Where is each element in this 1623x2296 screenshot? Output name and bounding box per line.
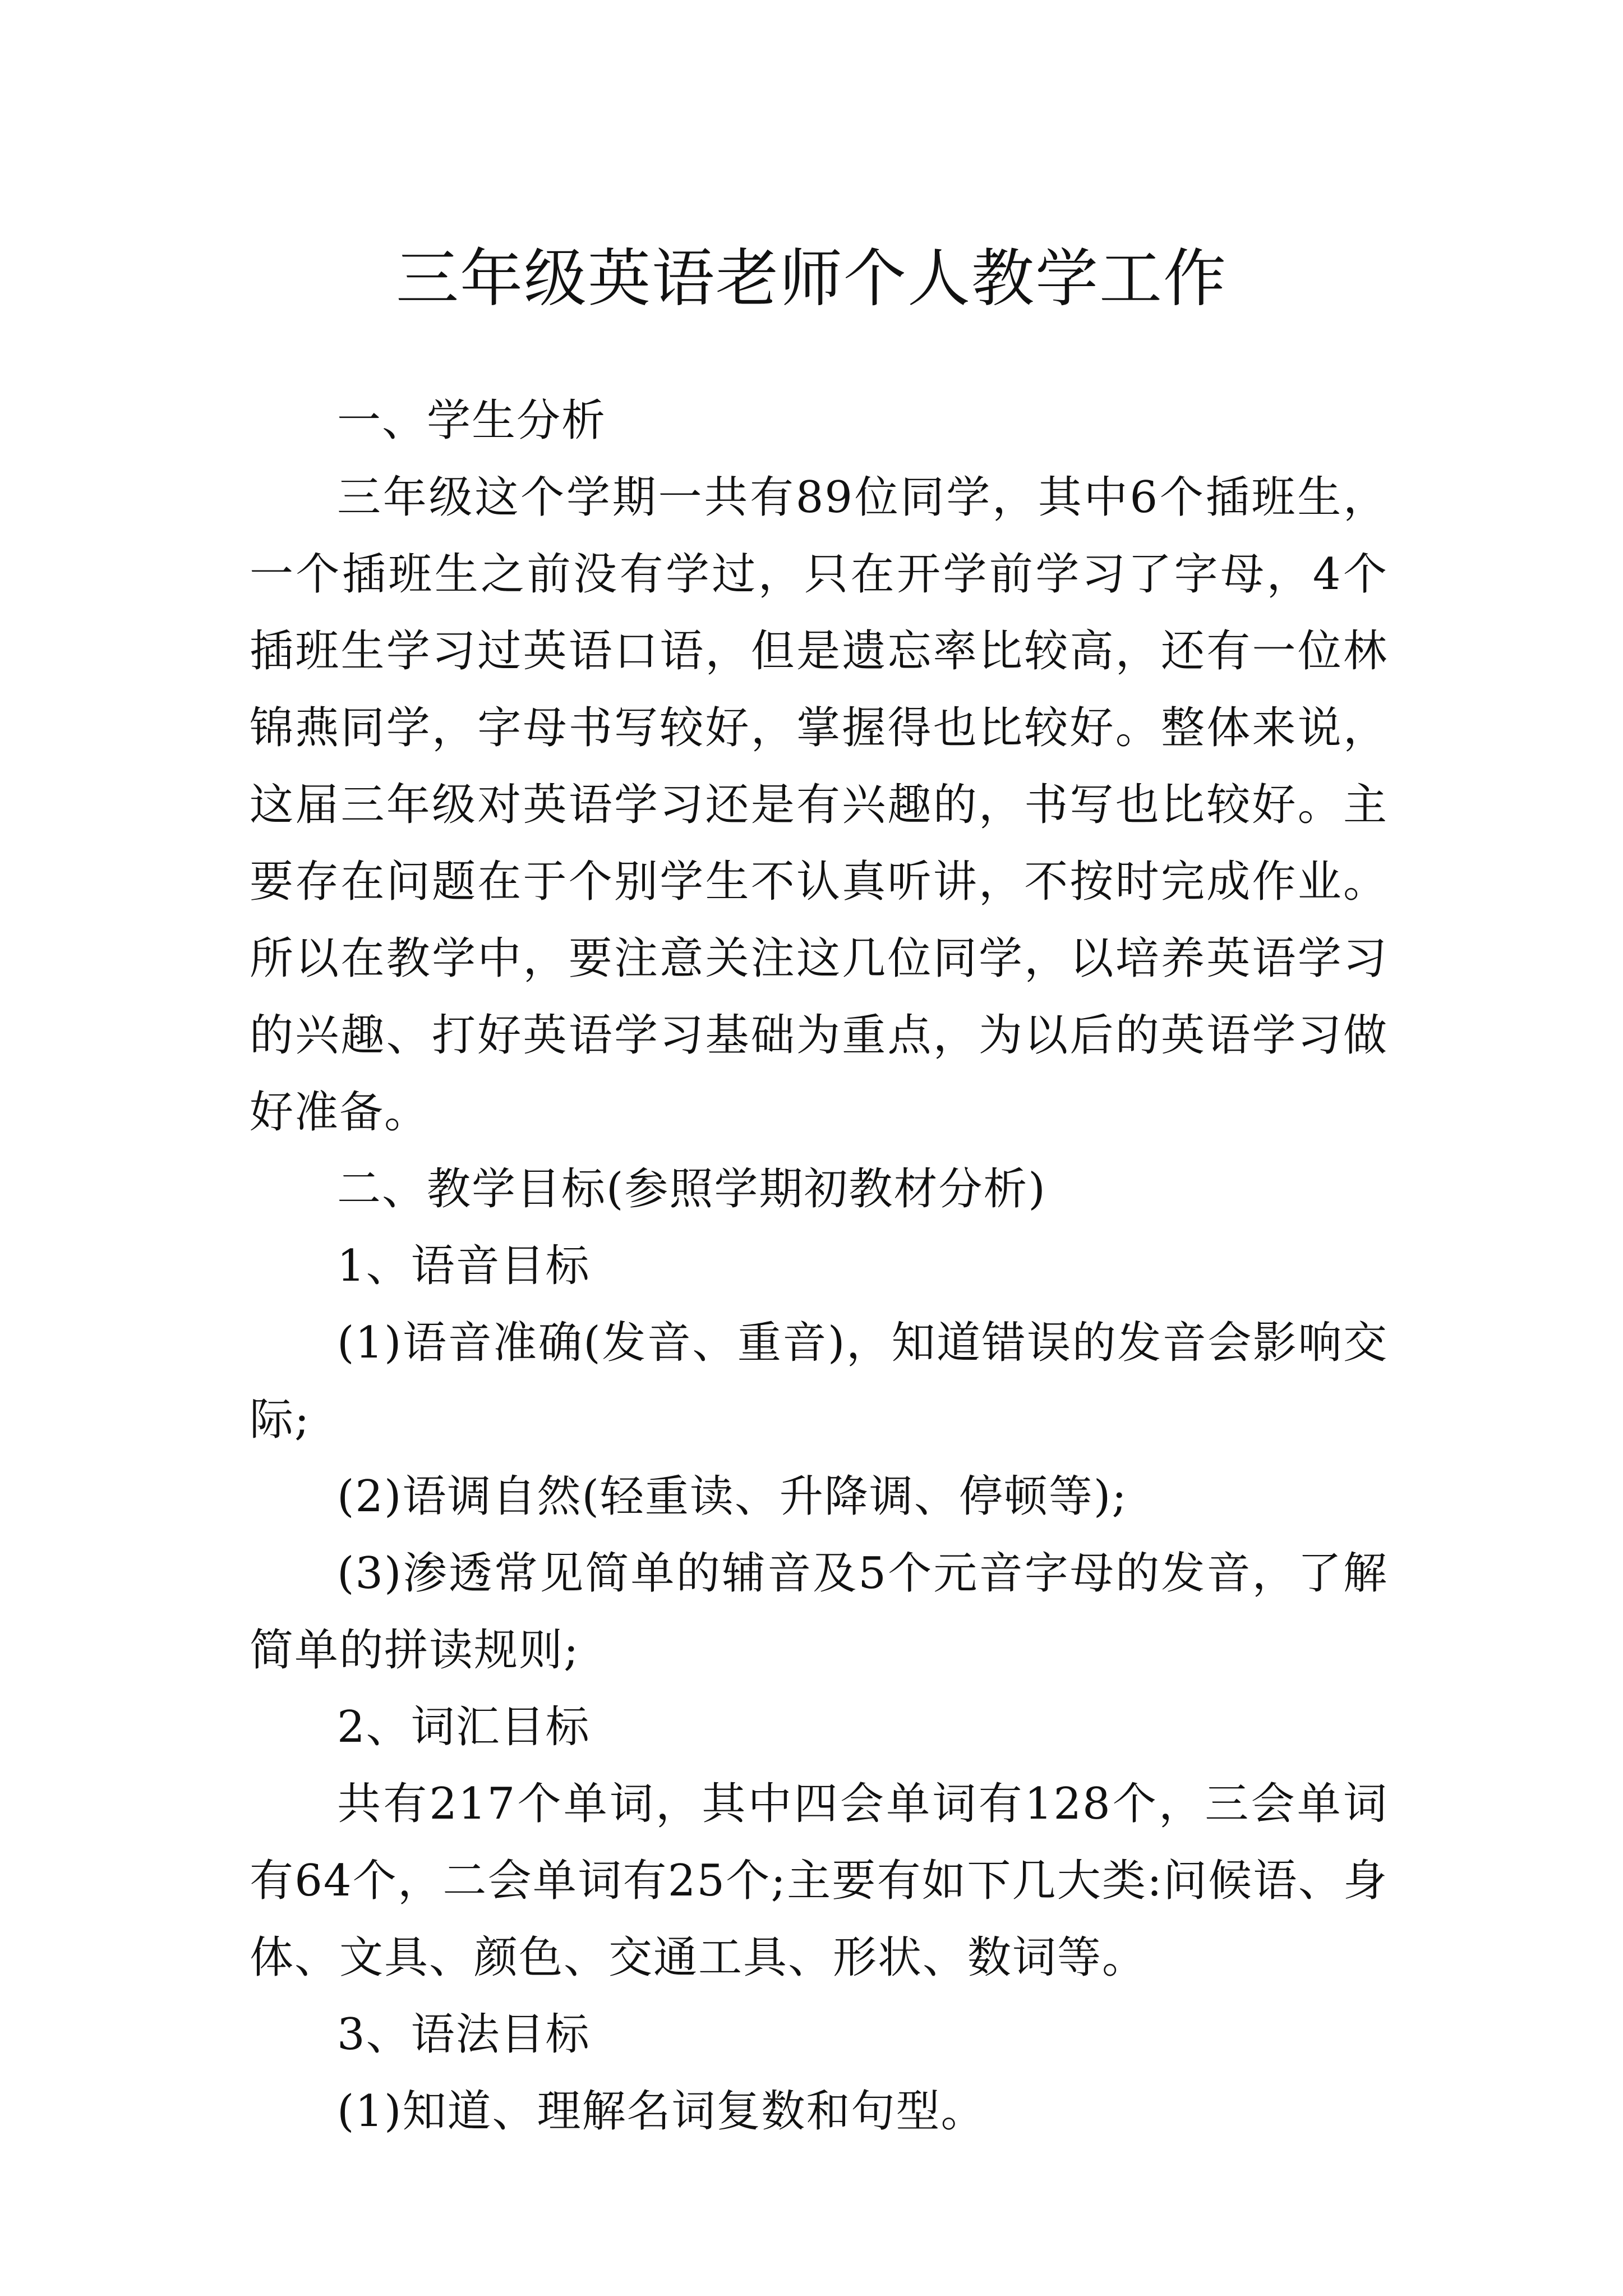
list-item-pronunciation-2: (2)语调自然(轻重读、升降调、停顿等); [337, 1471, 1128, 1522]
paragraph-student-analysis: 三年级这个学期一共有89位同学，其中6个插班生，一个插班生之前没有学过，只在开学前学习了字母，4个插班生学习过英语口语，但是遗忘率比较高，还有一位林锦燕同学，字母书写较好，掌握得也比较好。整体来说，这届三年级对英语学习还是有兴趣的，书写也比较好。主要存在问题在于个别学生不认真听讲，不按时完成作业。所以在教学中，要注意关注这几位同学，以培养英语学习的兴趣、打好英语学习基础为重点，为以后的英语学习做好准备。 [250, 472, 1388, 1138]
section-heading-teaching-goals: 二、教学目标(参照学期初教材分析) [337, 1164, 1046, 1214]
document-body [250, 383, 1388, 2150]
paragraph-vocabulary-goals: 共有217个单词，其中四会单词有128个，三会单词有64个，二会单词有25个;主要有如下几大类:问候语、身体、文具、颜色、交通工具、形状、数词等。 [250, 1779, 1388, 1983]
subheading-vocabulary-goals: 2、词汇目标 [337, 1702, 591, 1752]
list-item-pronunciation-3: (3)渗透常见简单的辅音及5个元音字母的发音，了解简单的拼读规则; [250, 1548, 1388, 1676]
document-title: 三年级英语老师个人教学工作 [396, 242, 1227, 316]
list-item-grammar-1: (1)知道、理解名词复数和句型。 [337, 2086, 986, 2137]
subheading-grammar-goals: 3、语法目标 [337, 2009, 591, 2060]
subheading-pronunciation-goals: 1、语音目标 [337, 1241, 591, 1291]
list-item-pronunciation-1: (1)语音准确(发音、重音)，知道错误的发音会影响交际; [250, 1318, 1388, 1445]
section-heading-student-analysis: 一、学生分析 [337, 395, 607, 446]
